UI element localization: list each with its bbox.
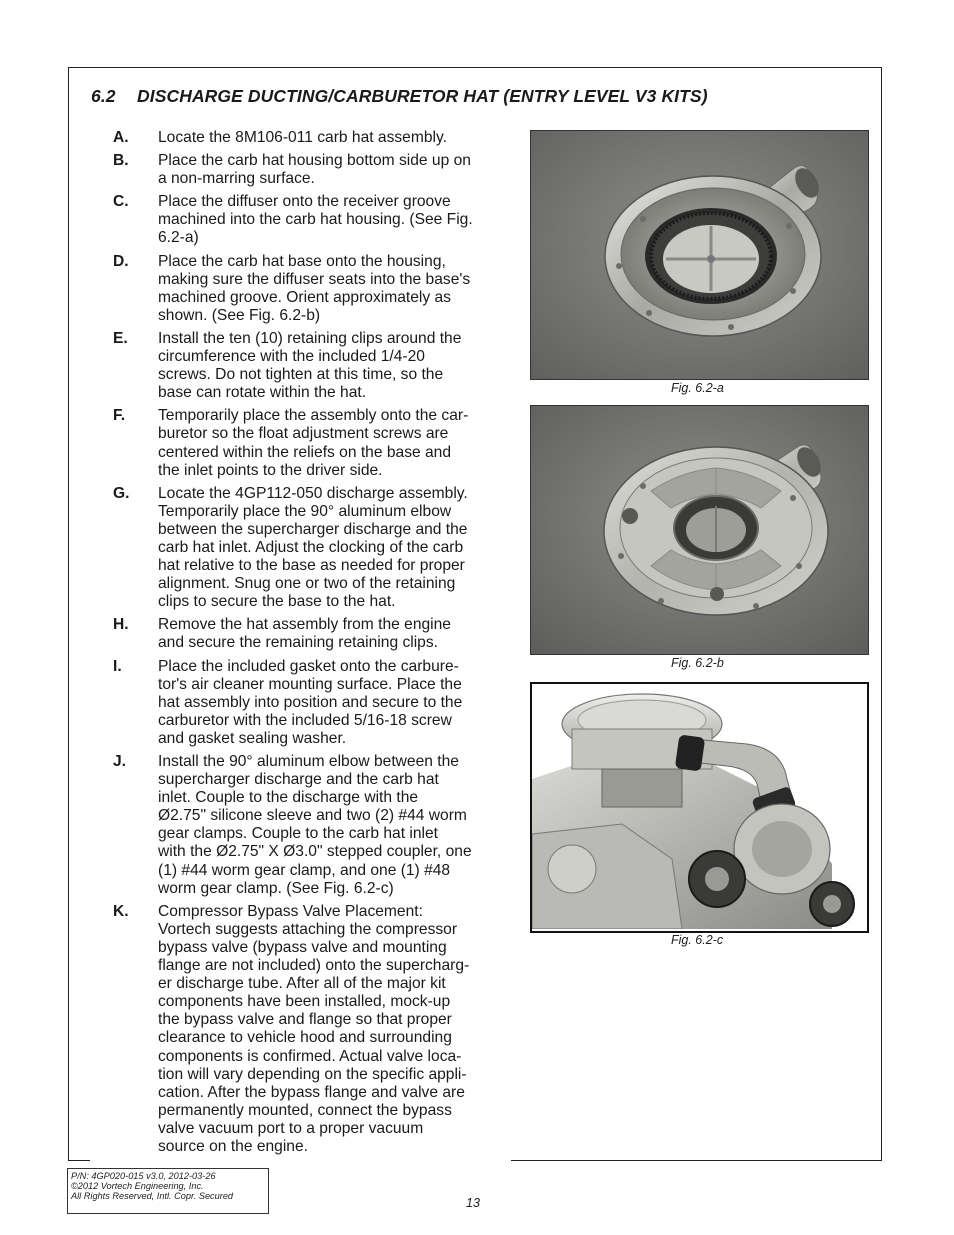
step-letter: I. xyxy=(113,657,122,675)
step-line: machined groove. Orient approximately as xyxy=(158,288,451,306)
step-letter: A. xyxy=(113,129,129,146)
figure-6-2-c xyxy=(530,682,869,933)
step-line: Vortech suggests attaching the compressor xyxy=(158,920,458,938)
step-line: valve vacuum port to a proper vacuum xyxy=(158,1119,424,1137)
step-line: Compressor Bypass Valve Placement: xyxy=(158,902,423,920)
step-item xyxy=(113,485,513,612)
step-text xyxy=(158,616,510,652)
step-line: clearance to vehicle hood and surrounding xyxy=(158,1029,452,1047)
step-line: gear clamps. Couple to the carb hat inlet xyxy=(158,825,438,843)
step-item xyxy=(113,407,513,479)
page-frame-bottom-right xyxy=(511,1160,882,1161)
step-line: components is confirmed. Actual valve loca- xyxy=(158,1047,462,1065)
step-line: Place the included gasket onto the carbure- xyxy=(158,657,459,675)
step-text xyxy=(158,753,510,898)
step-line: Locate the 8M106-011 carb hat assembly. xyxy=(158,129,447,146)
step-item xyxy=(113,129,513,147)
step-line: base can rotate within the hat. xyxy=(158,384,367,402)
step-line: between the supercharger discharge and the xyxy=(158,520,468,538)
step-line: alignment. Snug one or two of the retaining xyxy=(158,575,456,593)
step-item xyxy=(113,193,513,247)
step-letter: H. xyxy=(113,616,129,634)
step-line: 6.2-a) xyxy=(158,229,199,247)
step-line: making sure the diffuser seats into the base's xyxy=(158,270,471,288)
step-item xyxy=(113,903,513,1156)
step-text xyxy=(158,485,510,612)
step-line: a non-marring surface. xyxy=(158,170,315,188)
section-title: DISCHARGE DUCTING/CARBURETOR HAT (ENTRY LEVEL V3 KITS) xyxy=(137,86,708,106)
step-line: Temporarily place the 90° aluminum elbow xyxy=(158,502,452,520)
step-line: circumference with the included 1/4-20 xyxy=(158,348,425,366)
step-line: source on the engine. xyxy=(158,1137,308,1155)
section-number: 6.2 xyxy=(91,86,116,106)
step-line: tion will vary depending on the specific appli- xyxy=(158,1065,467,1083)
step-line: bypass valve (bypass valve and mounting xyxy=(158,938,447,956)
footer-part-number: P/N: 4GP020-015 v3.0, 2012-03-26 xyxy=(71,1171,216,1181)
step-line: inlet. Couple to the discharge with the xyxy=(158,789,419,807)
step-line: Ø2.75" silicone sleeve and two (2) #44 worm xyxy=(158,807,467,825)
step-item xyxy=(113,753,513,898)
step-line: carb hat inlet. Adjust the clocking of the carb xyxy=(158,538,464,556)
step-line: tor's air cleaner mounting surface. Place the xyxy=(158,675,462,693)
step-line: Place the diffuser onto the receiver groove xyxy=(158,193,451,211)
step-line: machined into the carb hat housing. (See Fig. xyxy=(158,211,473,229)
step-letter: C. xyxy=(113,193,129,211)
step-line: cation. After the bypass flange and valve are xyxy=(158,1083,465,1101)
step-item xyxy=(113,616,513,652)
figure-6-2-b xyxy=(530,405,869,655)
step-line: supercharger discharge and the carb hat xyxy=(158,771,439,789)
figure-6-2-b-caption: Fig. 6.2-b xyxy=(671,656,724,670)
step-letter: J. xyxy=(113,753,127,770)
step-item xyxy=(113,658,513,748)
figure-6-2-c-caption: Fig. 6.2-c xyxy=(671,933,724,947)
step-line: hat relative to the base as needed for proper xyxy=(158,557,465,575)
step-letter: F. xyxy=(113,407,126,425)
step-line: Place the carb hat housing bottom side up on xyxy=(158,152,471,170)
step-line: Install the ten (10) retaining clips around the xyxy=(158,329,462,347)
step-letter: G. xyxy=(113,484,130,502)
step-line: worm gear clamp. (See Fig. 6.2-c) xyxy=(158,879,394,897)
step-text xyxy=(158,330,510,402)
footer-rights: All Rights Reserved, Intl. Copr. Secured xyxy=(71,1191,234,1202)
step-letter: D. xyxy=(113,252,129,270)
step-text xyxy=(158,253,510,325)
step-line: and gasket sealing washer. xyxy=(158,729,347,747)
step-line: shown. (See Fig. 6.2-b) xyxy=(158,306,321,324)
step-line: centered within the reliefs on the base and xyxy=(158,443,452,461)
step-letter: E. xyxy=(113,329,128,347)
carb-hat-with-diffuser-photo xyxy=(531,131,868,379)
step-line: screws. Do not tighten at this time, so the xyxy=(158,366,444,384)
step-letter: B. xyxy=(113,152,129,170)
step-line: permanently mounted, connect the bypass xyxy=(158,1101,452,1119)
step-text xyxy=(158,903,510,1156)
step-text xyxy=(158,129,510,147)
step-text xyxy=(158,407,510,479)
step-list xyxy=(113,129,513,1161)
step-text xyxy=(158,193,510,247)
step-line: the bypass valve and flange so that proper xyxy=(158,1011,452,1029)
step-line: clips to secure the base to the hat. xyxy=(158,593,396,611)
page-frame-top xyxy=(68,67,882,68)
step-line: (1) #44 worm gear clamp, and one (1) #48 xyxy=(158,861,451,879)
step-line: buretor so the float adjustment screws are xyxy=(158,425,449,443)
step-item xyxy=(113,152,513,188)
section-heading xyxy=(91,86,861,107)
figure-6-2-a xyxy=(530,130,869,380)
step-item xyxy=(113,330,513,402)
page-frame-left xyxy=(68,67,69,1161)
page-frame-right xyxy=(881,67,882,1161)
footer-copyright: ©2012 Vortech Engineering, Inc. xyxy=(71,1181,204,1192)
step-line: the inlet points to the driver side. xyxy=(158,461,383,479)
step-line: Remove the hat assembly from the engine xyxy=(158,616,451,634)
page-frame-bottom-left xyxy=(68,1160,90,1161)
step-line: carburetor with the included 5/16-18 screw xyxy=(158,711,452,729)
step-line: components have been installed, mock-up xyxy=(158,993,451,1011)
installed-engine-photo xyxy=(532,684,867,929)
step-line: Locate the 4GP112-050 discharge assembly. xyxy=(158,484,468,502)
step-text xyxy=(158,152,510,188)
step-line: Install the 90° aluminum elbow between the xyxy=(158,753,459,770)
step-letter: K. xyxy=(113,902,129,920)
step-line: and secure the remaining retaining clips. xyxy=(158,634,438,652)
figure-6-2-a-caption: Fig. 6.2-a xyxy=(671,381,724,395)
footer-box xyxy=(67,1168,269,1214)
step-line: er discharge tube. After all of the major kit xyxy=(158,975,446,993)
step-text xyxy=(158,658,510,748)
page-number: 13 xyxy=(466,1196,480,1210)
step-line: Place the carb hat base onto the housing, xyxy=(158,252,446,270)
step-line: flange are not included) onto the supercharg- xyxy=(158,957,470,975)
step-line: Temporarily place the assembly onto the car- xyxy=(158,407,469,425)
step-item xyxy=(113,253,513,325)
step-line: with the Ø2.75" X Ø3.0" stepped coupler, one xyxy=(158,843,472,861)
carb-hat-base-photo xyxy=(531,406,868,654)
step-line: hat assembly into position and secure to the xyxy=(158,693,463,711)
